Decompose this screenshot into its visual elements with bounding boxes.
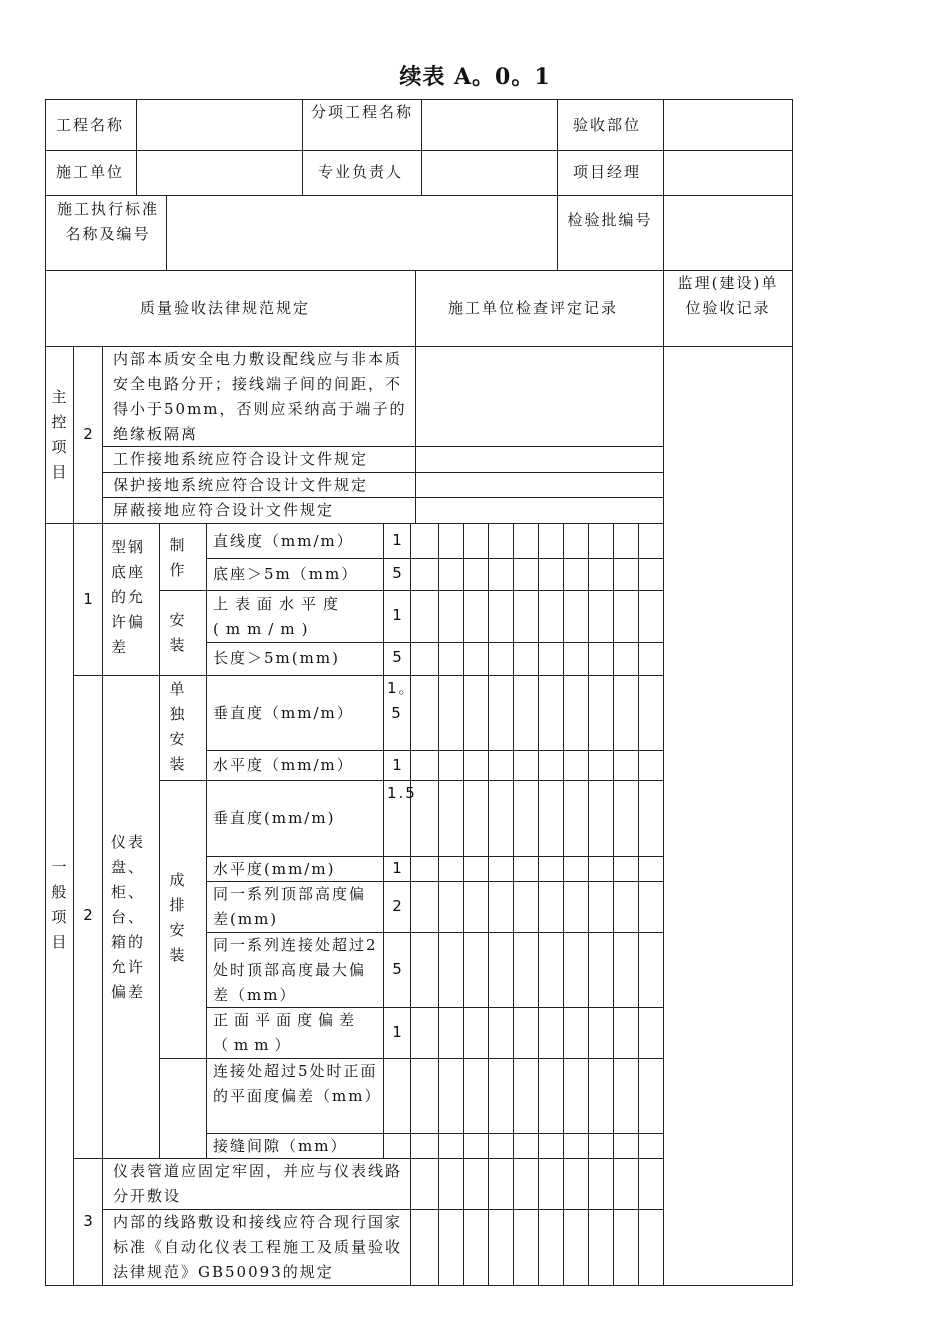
- item2-row-4-value: 1: [392, 859, 402, 877]
- contractor-record-label: 施工单位检查评定记录: [448, 299, 619, 317]
- main-control-row-2: 工作接地系统应符合设计文件规定: [113, 450, 369, 468]
- item1-row-2-value: 5: [392, 564, 402, 582]
- item2-row-3-text: 垂直度(mm/m): [213, 809, 336, 827]
- main-control-item-no: 2: [83, 425, 93, 443]
- item2-group-row: 成排安装: [169, 871, 187, 964]
- standard-label: 施工执行标准名称及编号: [56, 200, 159, 243]
- item1-no: 1: [83, 590, 93, 608]
- construction-unit-label: 施工单位: [56, 163, 125, 181]
- item1-row-3-text: 上表面水平度(mm/m): [213, 595, 346, 638]
- item2-row-5-value: 2: [392, 897, 402, 915]
- item2-row-1-value: 1。5: [387, 679, 416, 722]
- acceptance-part-label: 验收部位: [573, 116, 642, 134]
- item1-group-install: 安装: [169, 611, 187, 654]
- item2-row-3-value: 1.5: [387, 784, 417, 802]
- item3-row-1: 仪表管道应固定牢固，并应与仪表线路分开敷设: [113, 1162, 403, 1205]
- general-category: 一般项目: [51, 858, 69, 951]
- item2-row-2-value: 1: [392, 756, 402, 774]
- item2-row-7-value: 1: [392, 1023, 402, 1041]
- supervisor-record-label: 监理(建设)单位验收记录: [677, 274, 779, 317]
- item1-row-3-value: 1: [392, 606, 402, 624]
- main-control-category: 主控项目: [51, 388, 69, 481]
- item2-row-7-text: 正面平面度偏差（mm）: [213, 1011, 361, 1054]
- item2-row-1-text: 垂直度（mm/m）: [213, 704, 354, 722]
- item2-row-6-text: 同一系列连接处超过2处时顶部高度最大偏差（mm）: [213, 936, 378, 1004]
- item1-row-4-value: 5: [392, 648, 402, 666]
- item2-group-single: 单独安装: [169, 680, 187, 773]
- item1-name: 型钢底座的允许偏差: [111, 538, 146, 656]
- main-control-row-4: 屏蔽接地应符合设计文件规定: [113, 501, 335, 519]
- project-manager-label: 项目经理: [573, 163, 642, 181]
- item1-row-1-text: 直线度（mm/m）: [213, 532, 354, 550]
- main-control-row-3: 保护接地系统应符合设计文件规定: [113, 476, 369, 494]
- item2-row-5-text: 同一系列顶部高度偏差(mm): [213, 885, 367, 928]
- main-control-row-1: 内部本质安全电力敷设配线应与非本质安全电路分开；接线端子间的间距，不得小于50mm，否则应采纳高于端子的绝缘板隔离: [113, 350, 407, 443]
- page-title: 续表 A。0。1: [399, 64, 551, 90]
- specialist-label: 专业负责人: [318, 163, 404, 181]
- project-name-label: 工程名称: [56, 116, 125, 134]
- item2-row-2-text: 水平度（mm/m）: [213, 756, 354, 774]
- quality-spec-label: 质量验收法律规范规定: [140, 299, 311, 317]
- item2-row-6-value: 5: [392, 960, 402, 978]
- item3-row-2: 内部的线路敷设和接线应符合现行国家标准《自动化仪表工程施工及质量验收法律规范》GB50093的规定: [113, 1213, 403, 1281]
- item1-row-2-text: 底座＞5m（mm）: [213, 565, 359, 583]
- item2-row-4-text: 水平度(mm/m): [213, 860, 336, 878]
- item2-row-8-text: 连接处超过5处时正面的平面度偏差（mm）: [213, 1062, 382, 1105]
- item2-row-9-text: 接缝间隙（mm）: [213, 1137, 348, 1155]
- sub-project-name-label: 分项工程名称: [310, 103, 413, 121]
- item2-no: 2: [83, 906, 93, 924]
- item3-no: 3: [83, 1212, 93, 1230]
- item1-row-4-text: 长度＞5m(mm): [213, 649, 340, 667]
- item1-row-1-value: 1: [392, 531, 402, 549]
- item1-group-make: 制作: [169, 536, 187, 579]
- batch-number-label: 检验批编号: [567, 211, 653, 229]
- item2-name: 仪表盘、柜、台、箱的允许偏差: [111, 833, 146, 1001]
